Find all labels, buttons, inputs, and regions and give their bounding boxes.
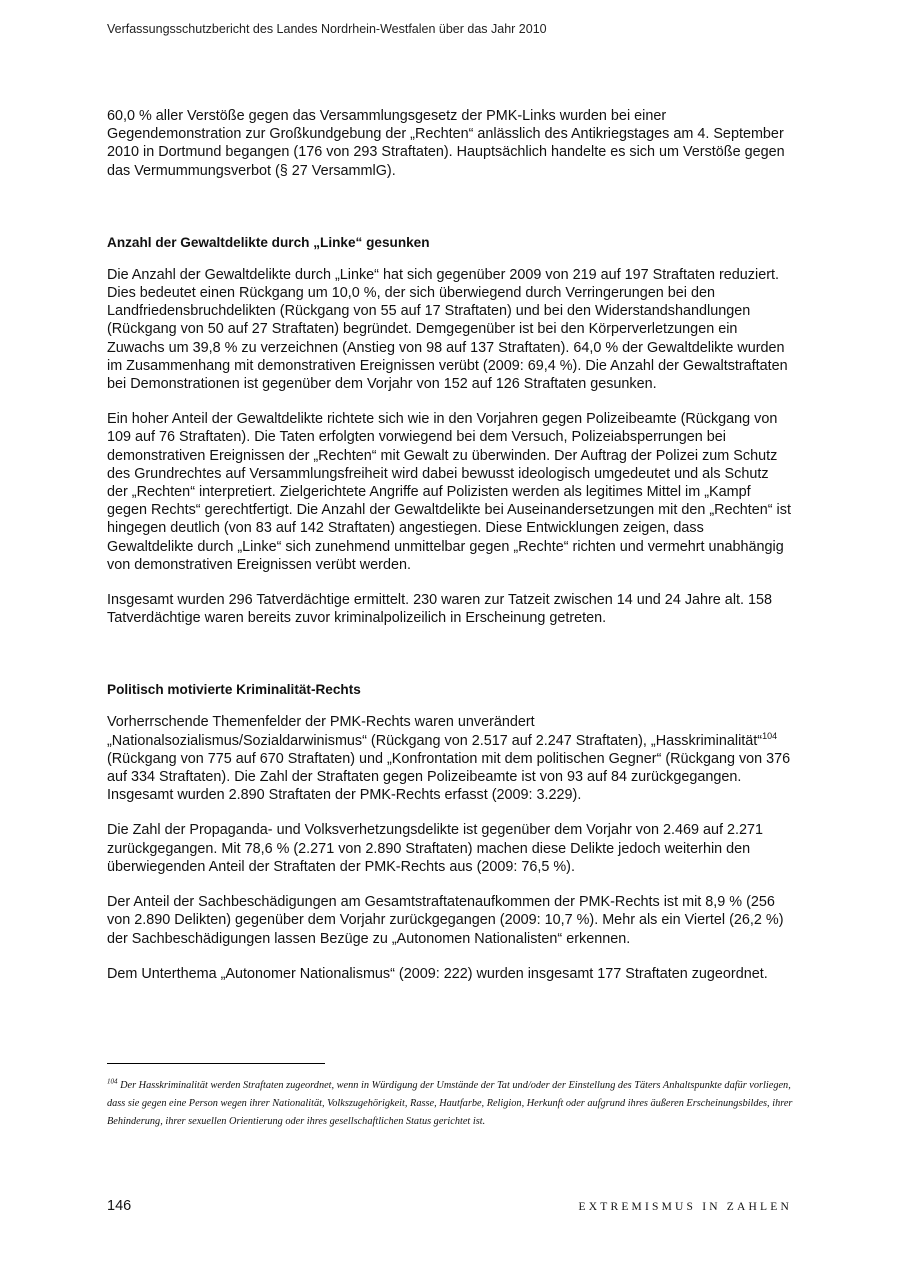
section-heading: Anzahl der Gewaltdelikte durch „Linke“ gesunken [107, 234, 430, 250]
paragraph-text: (Rückgang von 775 auf 670 Straftaten) und „Konfrontation mit dem politischen Gegner“ (Rückgang von 376 auf 334 Straftaten). Die Zahl der Straftaten gegen Polizeibeamte ist von 93 auf 84 zurückgegangen. Insgesamt wurden 2.890 Straftaten der PMK-Rechts erfasst (2009: 3.229). [107, 750, 791, 804]
paragraph-with-footnote-ref [107, 713, 793, 804]
spacer [107, 644, 793, 681]
footnote-number: 104 [107, 1077, 118, 1086]
section-label: EXTREMISMUS IN ZAHLEN [578, 1201, 792, 1213]
footnote-reference[interactable]: 104 [762, 730, 778, 741]
paragraph: Die Anzahl der Gewaltdelikte durch „Linke“ hat sich gegenüber 2009 von 219 auf 197 Straftaten reduziert. Dies bedeutet einen Rückgang um 10,0 %, der sich überwiegend durch Verringerungen bei den Landfriedensbruchdelikten (Rückgang von 55 auf 17 Straftaten) und bei den Widerstandshandlungen (Rückgang von 50 auf 27 Straftaten) begründet. Demgegenüber ist bei den Körperverletzungen ein Zuwachs um 39,8 % zu verzeichnen (Anstieg von 98 auf 137 Straftaten). 64,0 % der Gewaltdelikte wurden im Zusammenhang mit demonstrativen Ereignissen verübt (2009: 69,4 %). Die Anzahl der Gewaltstraftaten bei Demonstrationen ist gegenüber dem Vorjahr von 152 auf 126 Straftaten gesunken. [107, 266, 788, 393]
paragraph-text: Vorherrschende Themenfelder der PMK-Rechts waren unverändert „Nationalsozialismus/Sozialdarwinismus“ (Rückgang von 2.517 auf 2.247 Straftaten), „Hasskriminalität“ [107, 714, 763, 749]
paragraph: 60,0 % aller Verstöße gegen das Versammlungsgesetz der PMK-Links wurden bei einer Gegendemonstration zur Großkundgebung der „Rechten“ anlässlich des Antikriegstages am 4. September 2010 in Dortmund begangen (176 von 293 Straftaten). Hauptsächlich handelte es sich um Verstöße gegen das Vermummungsverbot (§ 27 VersammlG). [107, 108, 785, 179]
body-text [107, 107, 793, 1000]
spacer [107, 197, 793, 234]
page-number: 146 [107, 1198, 132, 1214]
footnote-text: Der Hasskriminalität werden Straftaten zugeordnet, wenn in Würdigung der Umstände der Tat und/oder der Einstellung des Täters Anhaltspunkte dafür vorliegen, dass sie gegen eine Person wegen ihrer Nationalität, Volkszugehörigkeit, Rasse, Hautfarbe, Religion, Herkunft oder aufgrund ihres äußeren Erscheinungsbildes, ihrer Behinderung, ihrer sexuellen Orientierung oder ihres gesellschaftlichen Status gerichtet ist. [107, 1080, 793, 1127]
footnote [107, 1077, 793, 1131]
running-header: Verfassungsschutzbericht des Landes Nordrhein-Westfalen über das Jahr 2010 [107, 22, 547, 36]
paragraph: Die Zahl der Propaganda- und Volksverhetzungsdelikte ist gegenüber dem Vorjahr von 2.469 auf 2.271 zurückgegangen. Mit 78,6 % (2.271 von 2.890 Straftaten) machen diese Delikte jedoch weiterhin den überwiegenden Anteil der Straftaten der PMK-Rechts aus (2009: 76,5 %). [107, 822, 764, 875]
footnote-separator [107, 1063, 325, 1064]
paragraph: Dem Unterthema „Autonomer Nationalismus“ (2009: 222) wurden insgesamt 177 Straftaten zugeordnet. [107, 965, 768, 982]
paragraph: Ein hoher Anteil der Gewaltdelikte richtete sich wie in den Vorjahren gegen Polizeibeamte (Rückgang von 109 auf 76 Straftaten). Die Taten erfolgten vorwiegend bei dem Versuch, Polizeiabsperrungen bei demonstrativen Ereignissen der „Rechten“ mit Gewalt zu überwinden. Der Auftrag der Polizei zum Schutz des Grundrechtes auf Versammlungsfreiheit wird dabei bewusst ideologisch umgedeutet und als Schutz der „Rechten“ interpretiert. Zielgerichtete Angriffe auf Polizisten werden als legitimes Mittel im „Kampf gegen Rechts“ gerechtfertigt. Die Anzahl der Gewaltdelikte bei Auseinandersetzungen mit den „Rechten“ ist hingegen deutlich (von 83 auf 142 Straftaten) angestiegen. Diese Entwicklungen zeigen, dass Gewaltdelikte durch „Linke“ sich zunehmend unmittelbar gegen „Rechte“ richten und vermehrt unabhängig von demonstrativen Ereignissen verübt werden. [107, 411, 791, 573]
section-heading: Politisch motivierte Kriminalität-Rechts [107, 682, 361, 698]
paragraph: Der Anteil der Sachbeschädigungen am Gesamtstraftatenaufkommen der PMK-Rechts ist mit 8,9 % (256 von 2.890 Delikten) gegenüber dem Vorjahr zurückgegangen (2009: 10,7 %). Mehr als ein Viertel (26,2 %) der Sachbeschädigungen lassen Bezüge zu „Autonomen Nationalisten“ erkennen. [107, 894, 784, 947]
paragraph: Insgesamt wurden 296 Tatverdächtige ermittelt. 230 waren zur Tatzeit zwischen 14 und 24 Jahre alt. 158 Tatverdächtige waren bereits zuvor kriminalpolizeilich in Erscheinung getreten. [107, 592, 773, 627]
